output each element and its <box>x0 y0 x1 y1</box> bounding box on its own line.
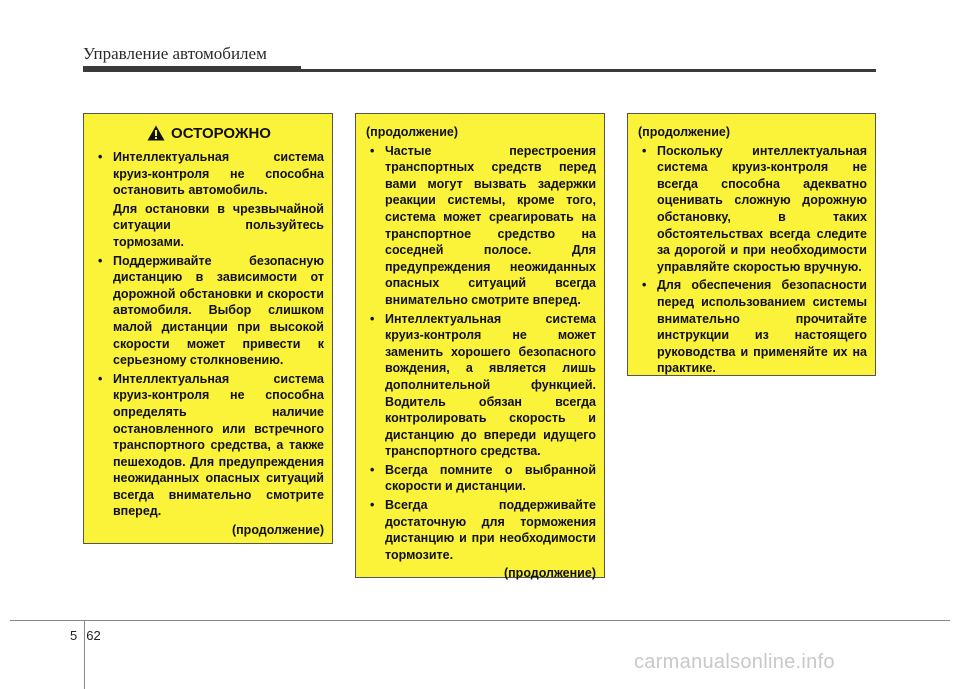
list-item: • Интеллектуальная система круиз-контроля не способна остановить автомобиль. <box>94 149 324 199</box>
page-header-title: Управление автомобилем <box>83 44 267 63</box>
continued-label: (продолжение) <box>231 523 324 538</box>
page-number <box>70 628 101 643</box>
continued-panel-3 <box>627 113 876 376</box>
continued-label: (продолжение) <box>503 566 596 581</box>
continued-heading: (продолжение) <box>638 125 731 139</box>
warning-triangle-icon <box>147 125 165 141</box>
watermark-text: carmanualsonline.info <box>634 651 835 673</box>
caution-list-2 <box>94 253 324 521</box>
list-item: • Частые перестроения транспортных средств перед вами могут вызвать задержки реакции системы, кроме того, система может среагировать на транспортное средство на соседней полосе. Для предупреждения неожиданных опасных ситуаций всегда внимательно смотрите вперед. <box>366 143 596 309</box>
panel3-list <box>638 143 867 377</box>
list-item: • Интеллектуальная система круиз-контроля не способна определять наличие остановленного или встречного транспортного средства, а также пешеходов. Для предупреждения неожиданных опасных ситуаций всегда внимательно смотрите вперед. <box>94 371 324 520</box>
caution-panel <box>83 113 333 544</box>
list-item: • Поддерживайте безопасную дистанцию в зависимости от дорожной обстановки и скорости автомобиля. Выбор слишком малой дистанции при высокой скорости может привести к серьезному столкновению. <box>94 253 324 369</box>
list-item: • Всегда поддерживайте достаточную для торможения дистанцию и при необходимости тормозите. <box>366 497 596 563</box>
continued-panel-2 <box>355 113 605 581</box>
footer-rule <box>10 620 950 621</box>
caution-heading <box>94 124 324 144</box>
list-item: • Для обеспечения безопасности перед использованием системы внимательно прочитайте инструкции из настоящего руководства и применяйте их на практике. <box>638 277 867 377</box>
panel2-list <box>366 143 596 564</box>
section-number: 5 <box>70 628 78 643</box>
list-item: • Поскольку интеллектуальная система круиз-контроля не всегда способна адекватно оценивать сложную дорожную обстановку, в таких обстоятельствах всегда следите за дорогой и при необходимости управляйте скоростью вручную. <box>638 143 867 276</box>
caution-list <box>94 149 324 199</box>
caution-title: ОСТОРОЖНО <box>171 125 271 142</box>
page-number-value: 62 <box>86 628 101 643</box>
list-paragraph: Для остановки в чрезвычайной ситуации пользуйтесь тормозами. <box>113 201 324 249</box>
header-rule <box>83 69 876 72</box>
list-item: • Интеллектуальная система круиз-контроля не может заменить хорошего безопасного вождения, а является лишь дополнительной функцией. Водитель обязан всегда контролировать скорость и дистанцию до впереди идущего транспортного средства. <box>366 311 596 460</box>
list-item: • Всегда помните о выбранной скорости и дистанции. <box>366 462 596 495</box>
continued-heading: (продолжение) <box>366 125 459 139</box>
